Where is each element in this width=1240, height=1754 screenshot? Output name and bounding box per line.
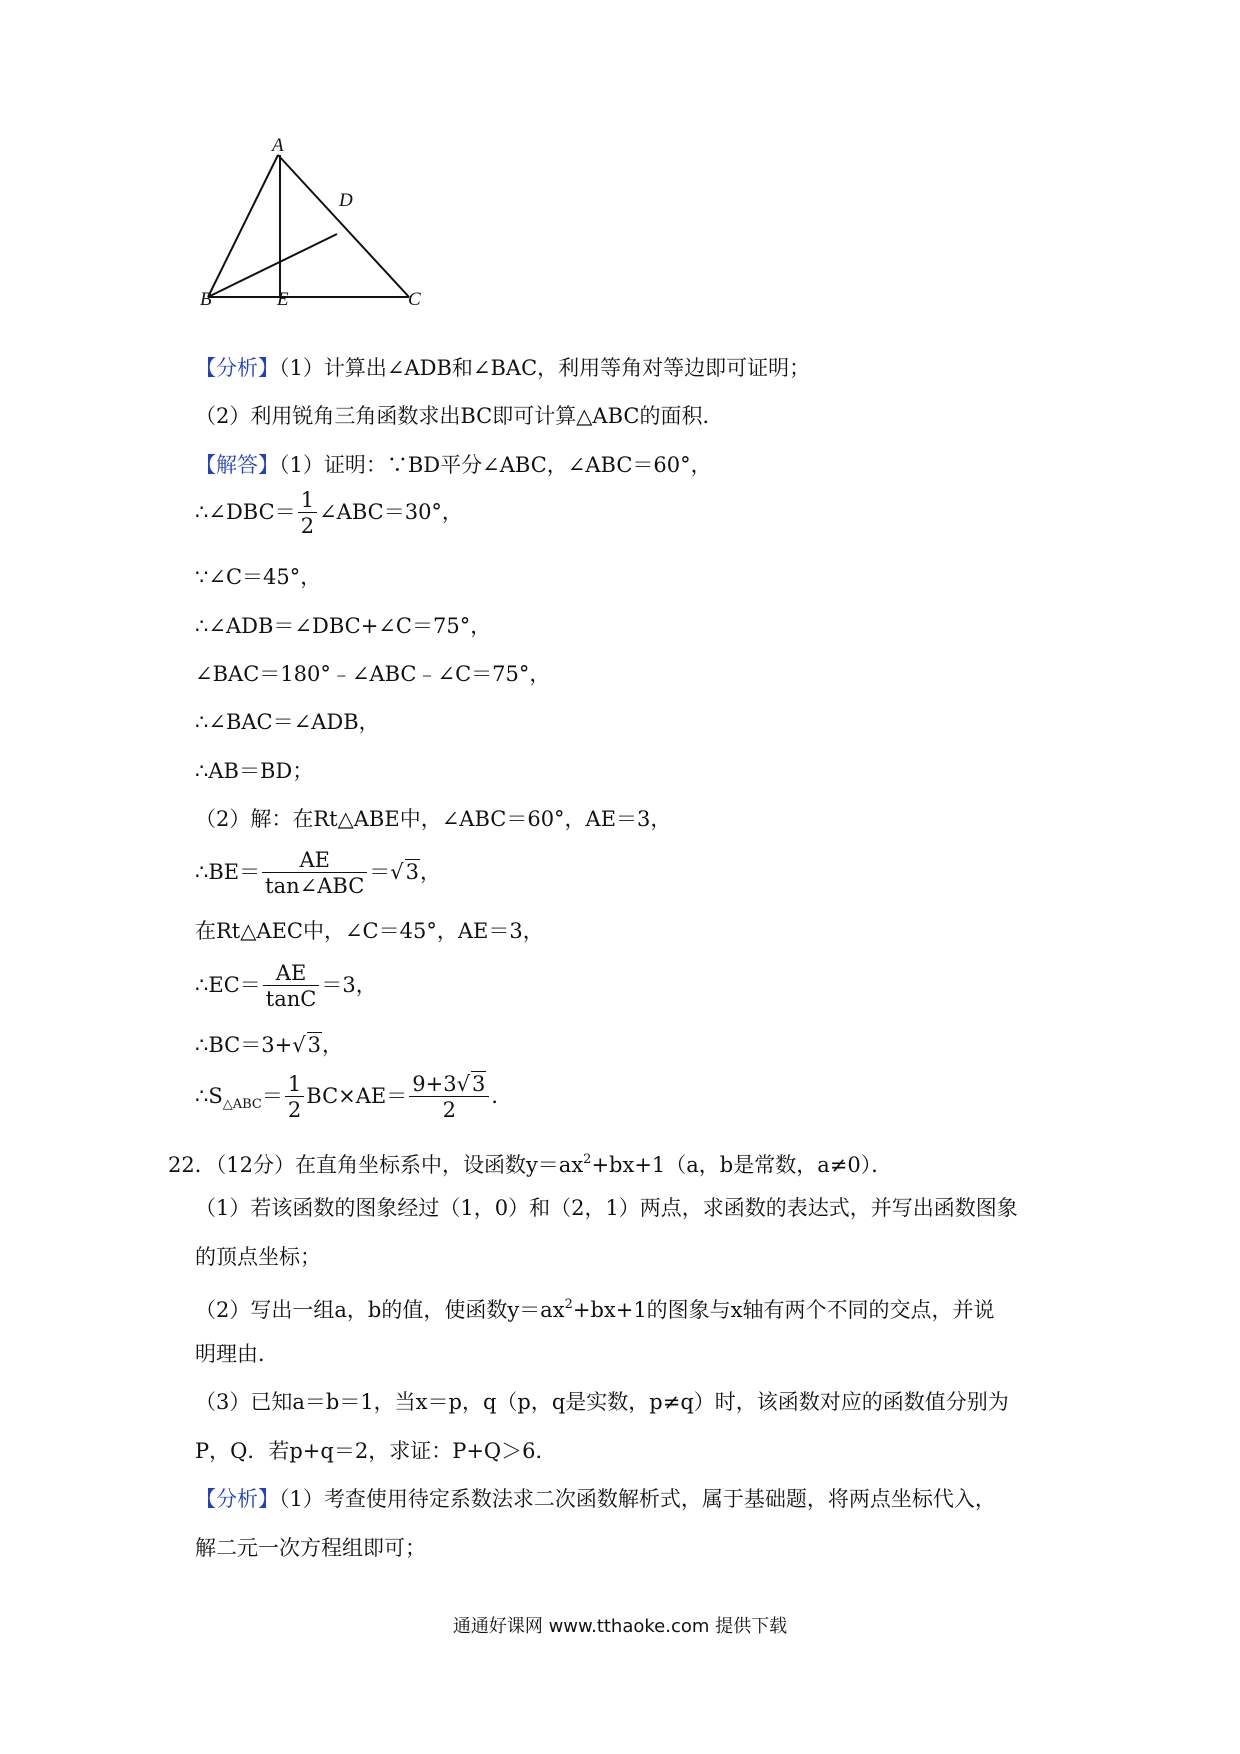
question-22-part-1b: 的顶点坐标；: [195, 1245, 321, 1269]
fraction-area: [409, 1072, 489, 1123]
fraction-numerator: AE: [262, 848, 367, 873]
label-d: D: [339, 190, 353, 211]
question-text: +bx+1（a，b是常数，a≠0）．: [591, 1153, 893, 1177]
segment-ab: [208, 155, 278, 297]
answer-line-4: ∴∠ADB＝∠DBC+∠C＝75°，: [195, 614, 492, 638]
fraction-half: [298, 488, 317, 539]
analysis-22-line-1: [195, 1485, 996, 1513]
question-22-part-2a: [195, 1291, 995, 1324]
question-text: +bx+1的图象与x轴有两个不同的交点，并说: [572, 1298, 995, 1322]
question-22-part-2b: 明理由．: [195, 1342, 279, 1366]
answer-line-13: [195, 1072, 512, 1123]
triangle-figure: [200, 135, 445, 310]
analysis-line-2: （2）利用锐角三角函数求出BC即可计算△ABC的面积．: [195, 404, 724, 428]
fraction-denominator: tanC: [265, 987, 317, 1011]
eq-suffix: ＝3，: [321, 973, 377, 997]
sqrt-radicand: 3: [307, 1033, 321, 1057]
question-text: 22．（12分）在直角坐标系中，设函数y＝ax: [168, 1153, 584, 1177]
eq-suffix: ．: [491, 1084, 513, 1108]
page-footer: 通通好课网 www.tthaoke.com 提供下载: [452, 1616, 788, 1637]
answer-line-7: ∴AB＝BD；: [195, 759, 314, 783]
label-e: E: [277, 289, 289, 310]
eq-prefix: ∴EC＝: [195, 973, 261, 997]
analysis-line-1: [195, 354, 810, 382]
answer-line-11: [195, 961, 377, 1012]
label-b: B: [200, 289, 212, 310]
eq-prefix: ∴BC＝3+: [195, 1033, 293, 1057]
fraction-denominator: 2: [287, 1098, 302, 1122]
equals-sign: ＝: [369, 860, 391, 884]
answer-line-2: [195, 488, 463, 539]
fraction-ec: [263, 961, 320, 1012]
eq-suffix: ，: [321, 1033, 343, 1057]
equals-sign: ＝: [261, 1084, 283, 1108]
fraction-numerator: 1: [285, 1072, 304, 1097]
fraction-numerator: 9+3√3: [409, 1072, 489, 1097]
answer-line-12: ∴BC＝3+√3，: [195, 1033, 343, 1057]
analysis-22-line-2: 解二元一次方程组即可；: [195, 1536, 426, 1560]
fraction-denominator: 2: [300, 514, 315, 538]
question-22-part-1a: （1）若该函数的图象经过（1，0）和（2，1）两点，求函数的表达式，并写出函数图象: [195, 1196, 1018, 1220]
answer-line-3: ∵∠C＝45°，: [195, 565, 322, 589]
question-22-part-3a: （3）已知a＝b＝1，当x＝p，q（p，q是实数，p≠q）时，该函数对应的函数值分别为: [195, 1390, 1009, 1414]
analysis-tag: 【分析】: [195, 356, 279, 380]
analysis-text: （1）计算出∠ADB和∠BAC，利用等角对等边即可证明；: [279, 356, 811, 380]
label-a: A: [272, 135, 284, 156]
answer-line-10: 在Rt△AEC中，∠C＝45°，AE＝3，: [195, 919, 544, 943]
eq-prefix: ∴S: [195, 1084, 223, 1108]
answer-tag: 【解答】: [195, 453, 279, 477]
label-c: C: [408, 289, 421, 310]
question-22-title: [168, 1146, 892, 1179]
fraction-numerator: 1: [298, 488, 317, 513]
numerator-text: 9+3: [412, 1072, 457, 1096]
fraction-half: [285, 1072, 304, 1123]
analysis-tag: 【分析】: [195, 1487, 279, 1511]
segment-bd: [208, 234, 337, 297]
sqrt-radicand: 3: [471, 1072, 486, 1096]
answer-line-6: ∴∠BAC＝∠ADB，: [195, 710, 380, 734]
segment-ac: [278, 155, 409, 297]
sqrt-radicand: 3: [405, 860, 420, 884]
fraction-denominator: tan∠ABC: [265, 874, 365, 898]
superscript: 2: [564, 1297, 573, 1312]
question-text: （2）写出一组a，b的值，使函数y＝ax: [195, 1298, 565, 1322]
analysis-text: （1）考查使用待定系数法求二次函数解析式，属于基础题，将两点坐标代入，: [279, 1487, 996, 1511]
eq-prefix: ∴BE＝: [195, 860, 261, 884]
answer-line-8: （2）解：在Rt△ABE中，∠ABC＝60°，AE＝3，: [195, 807, 672, 831]
answer-line-1: [195, 451, 712, 479]
answer-text: （1）证明：∵BD平分∠ABC，∠ABC＝60°，: [279, 453, 712, 477]
answer-line-9: ∴BE＝ $\frac{AE}{\text{tan∠ABC}}$ ＝√3，: [195, 848, 442, 898]
answer-line-5: ∠BAC＝180°﹣∠ABC﹣∠C＝75°，: [195, 662, 551, 686]
fraction-be: [262, 848, 367, 899]
fraction-denominator: 2: [442, 1098, 456, 1122]
eq-suffix: ∠ABC＝30°，: [319, 500, 463, 524]
area-subscript: △ABC: [222, 1097, 262, 1112]
fraction-numerator: AE: [263, 961, 320, 986]
question-22-part-3b: P，Q．若p+q＝2，求证：P+Q＞6．: [195, 1439, 557, 1463]
eq-suffix: ，: [420, 860, 442, 884]
superscript: 2: [583, 1152, 592, 1167]
eq-prefix: ∴∠DBC＝: [195, 500, 296, 524]
eq-middle: BC×AE＝: [306, 1084, 408, 1108]
